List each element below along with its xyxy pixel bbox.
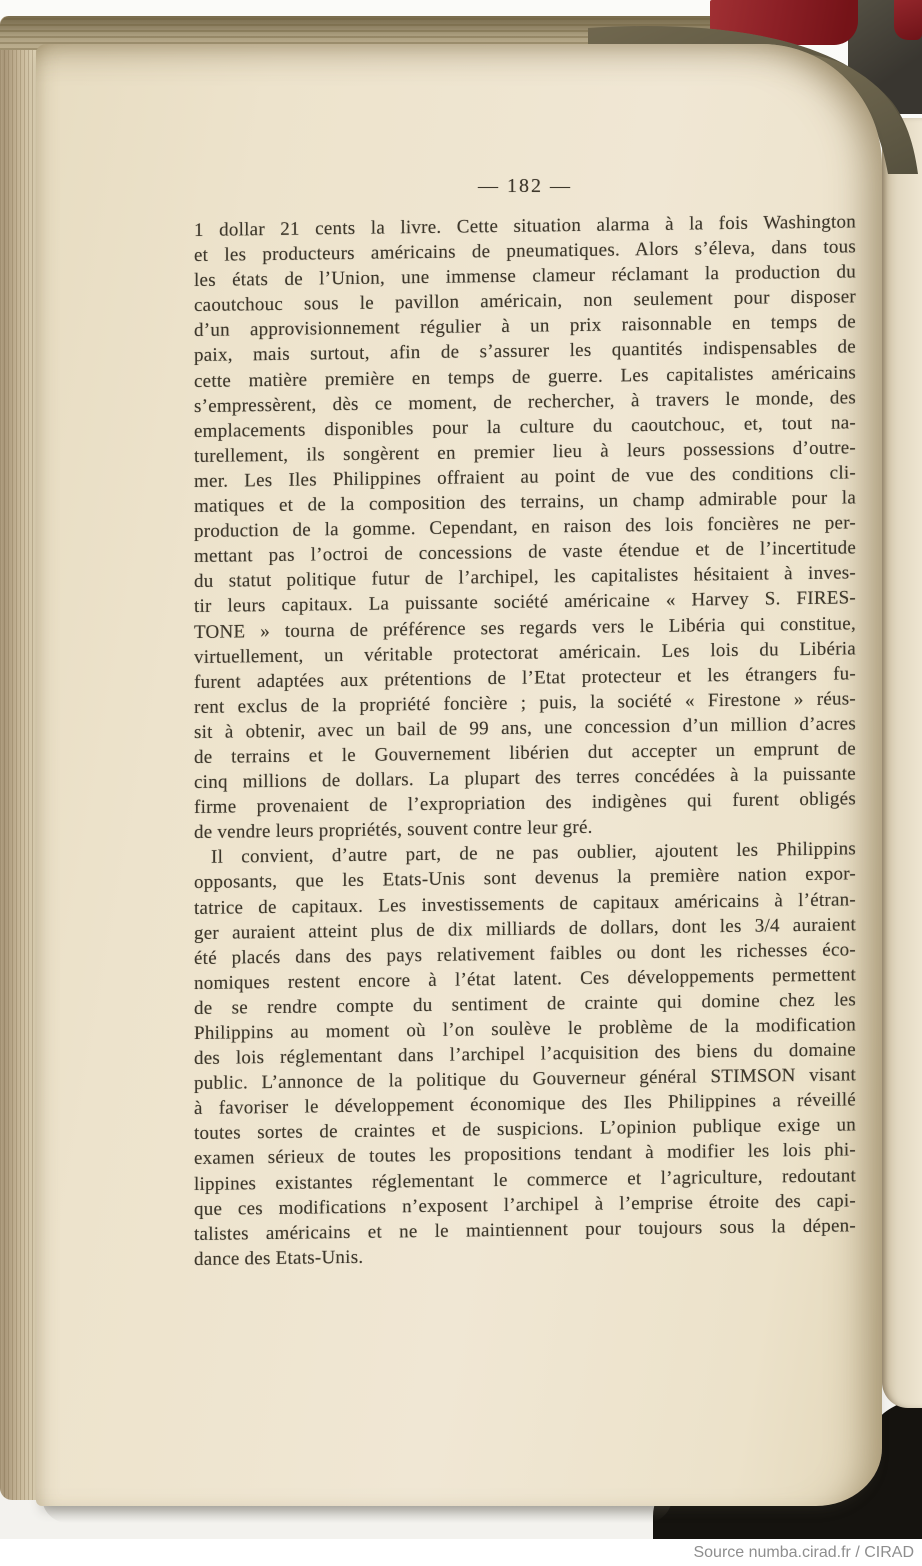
text-line: caoutchouc sous le pavillon américain, non seulement pour disposer [194,286,856,317]
text-line: TONE » tourna de préférence ses regards vers le Libéria qui constitue, [194,612,856,643]
text-line: Philippins au moment où l’on soulève le problème de la modification [194,1014,856,1044]
text-line: s’empressèrent, dès ce moment, de rechercher, à travers le monde, des [194,386,856,417]
text-line: cette matière première en temps de guerre. Les capitalistes américains [194,361,856,392]
text-line: mettant pas l’octroi de concessions de vaste étendue et de l’incertitude [194,537,856,568]
text-line: matiques et de la composition des terrains, un champ admirable pour la [194,487,856,518]
text-line: 1 dollar 21 cents la livre. Cette situation alarma à la fois Washington [194,211,856,241]
text-line: talistes américains et ne le maintiennent pour toujours sous la dépen- [194,1215,856,1245]
text-line: nomiques restent encore à l’état latent. Ces développements permettent [194,964,856,994]
book-page [36,44,882,1506]
text-line: du statut politique futur de l’archipel, les capitalistes hésitaient à inves- [194,562,856,593]
text-line: mer. Les Iles Philippines offraient au point de vue des conditions cli- [194,462,856,492]
text-line: examen sérieux de toutes les propositions tendant à modifier les lois phi- [194,1139,856,1170]
text-line: emplacements disponibles pour la culture du caoutchouc, et, tout na- [194,412,856,442]
text-line: cinq millions de dollars. La plupart des terres concédées à la puissante [194,763,856,794]
text-line: les états de l’Union, une immense clameur réclamant la production du [194,261,856,292]
text-line: ger auraient atteint plus de dix milliards de dollars, dont les 3/4 auraient [194,913,856,944]
text-line: de terrains et le Gouvernement libérien dut accepter un emprunt de [194,738,856,768]
text-line: toutes sortes de craintes et de suspicions. L’opinion publique exige un [194,1114,856,1145]
body-text [194,209,856,1272]
text-line: opposants, que les Etats-Unis sont devenus la première nation expor- [194,863,856,894]
text-line: firme provenaient de l’expropriation des indigènes qui furent obligés [194,788,856,819]
text-line: turellement, ils songèrent en premier lieu à leurs possessions d’outre- [194,437,856,467]
text-line: et les producteurs américains de pneumatiques. Alors s’éleva, dans tous [194,236,856,267]
text-line: lippines existantes réglementant le commerce et l’agriculture, redoutant [194,1164,856,1195]
text-line: que ces modifications n’exposent l’archipel à l’emprise étroite des capi- [194,1189,856,1220]
text-line: d’un approvisionnement régulier à un prix raisonnable en temps de [194,311,856,342]
text-line: sit à obtenir, avec un bail de 99 ans, une concession d’un million d’acres [194,713,856,743]
text-line: production de la gomme. Cependant, en raison des lois foncières ne per- [194,512,856,543]
text-line: de vendre leurs propriétés, souvent contre leur gré. [194,817,593,844]
text-line: public. L’annonce de la politique du Gouverneur général STIMSON visant [194,1064,856,1095]
text-line: des lois réglementant dans l’archipel l’acquisition des biens du domaine [194,1039,856,1070]
page-number: — 182 — [478,175,572,197]
text-line: tatrice de capitaux. Les investissements de capitaux américains à l’étran- [194,888,856,919]
fore-edge-strip [882,118,922,1408]
text-line: dance des Etats-Unis. [194,1246,364,1270]
watermark [0,1539,922,1566]
text-line: tir leurs capitaux. La puissante société américaine « Harvey S. FIRES- [194,587,856,618]
text-line: furent adaptées aux prétentions de l’Etat protecteur et les étrangers fu- [194,663,856,693]
text-line: été placés dans des pays relativement faibles ou dont les richesses éco- [194,939,856,969]
text-line: virtuellement, un véritable protectorat américain. Les lois du Libéria [194,637,856,668]
text-line: de se rendre compte du sentiment de crainte qui domine chez les [194,989,856,1019]
watermark-text: Source numba.cirad.fr / CIRAD [693,1544,914,1561]
text-line: à favoriser le développement économique des Iles Philippines a réveillé [194,1089,856,1120]
text-line: Il convient, d’autre part, de ne pas oublier, ajoutent les Philippins [211,838,856,869]
text-line: paix, mais surtout, afin de s’assurer les quantités indispensables de [194,336,856,367]
text-line: rent exclus de la propriété foncière ; puis, la société « Firestone » réus- [194,688,856,718]
